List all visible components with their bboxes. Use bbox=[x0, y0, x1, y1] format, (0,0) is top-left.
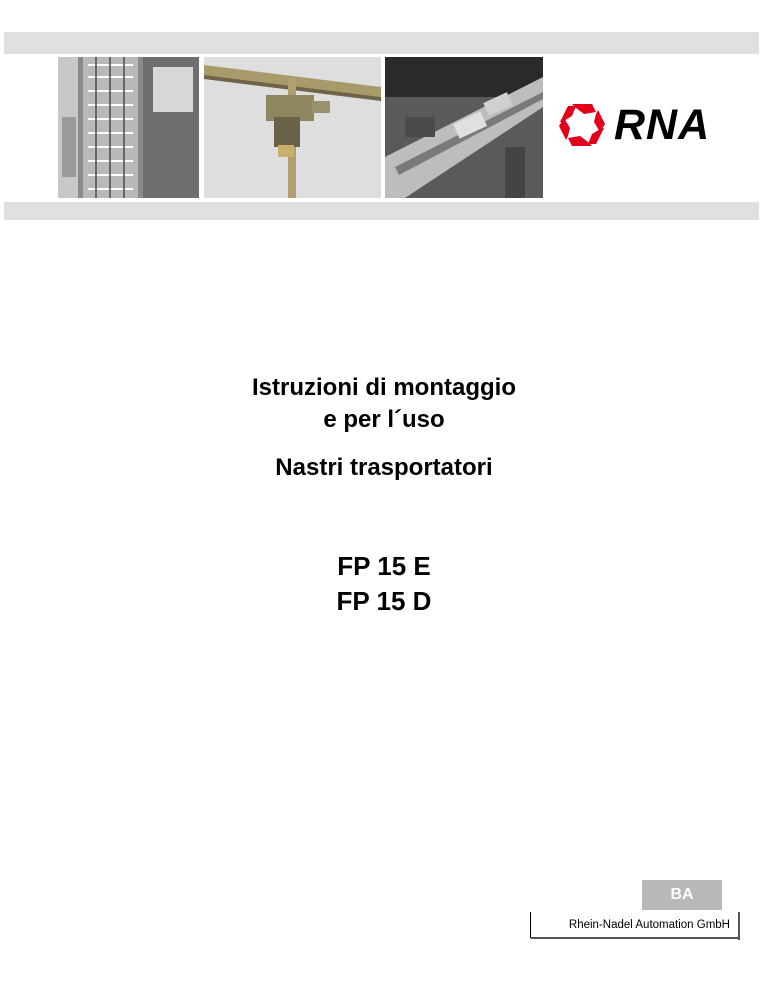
title-line-3: Nastri trasportatori bbox=[275, 454, 493, 481]
header-bar-bottom bbox=[4, 202, 759, 220]
title-line-2: e per l´uso bbox=[323, 406, 445, 433]
conveyor-line-photo bbox=[58, 57, 199, 198]
title-line-1: Istruzioni di montaggio bbox=[252, 374, 516, 401]
document-type-badge: BA bbox=[642, 880, 722, 910]
company-box-shadow-bottom bbox=[531, 937, 740, 939]
rna-logo bbox=[558, 102, 748, 148]
rna-logo-icon bbox=[558, 102, 606, 148]
model-line-2: FP 15 D bbox=[336, 586, 432, 616]
rail-gripper-photo bbox=[204, 57, 381, 198]
company-box-shadow-right bbox=[738, 912, 740, 940]
conveyor-belt-photo bbox=[385, 57, 543, 198]
header-bar-top bbox=[4, 32, 759, 54]
model-line-1: FP 15 E bbox=[337, 551, 431, 581]
company-name: Rhein-Nadel Automation GmbH bbox=[530, 912, 738, 938]
logo-text: RNA bbox=[614, 101, 711, 149]
